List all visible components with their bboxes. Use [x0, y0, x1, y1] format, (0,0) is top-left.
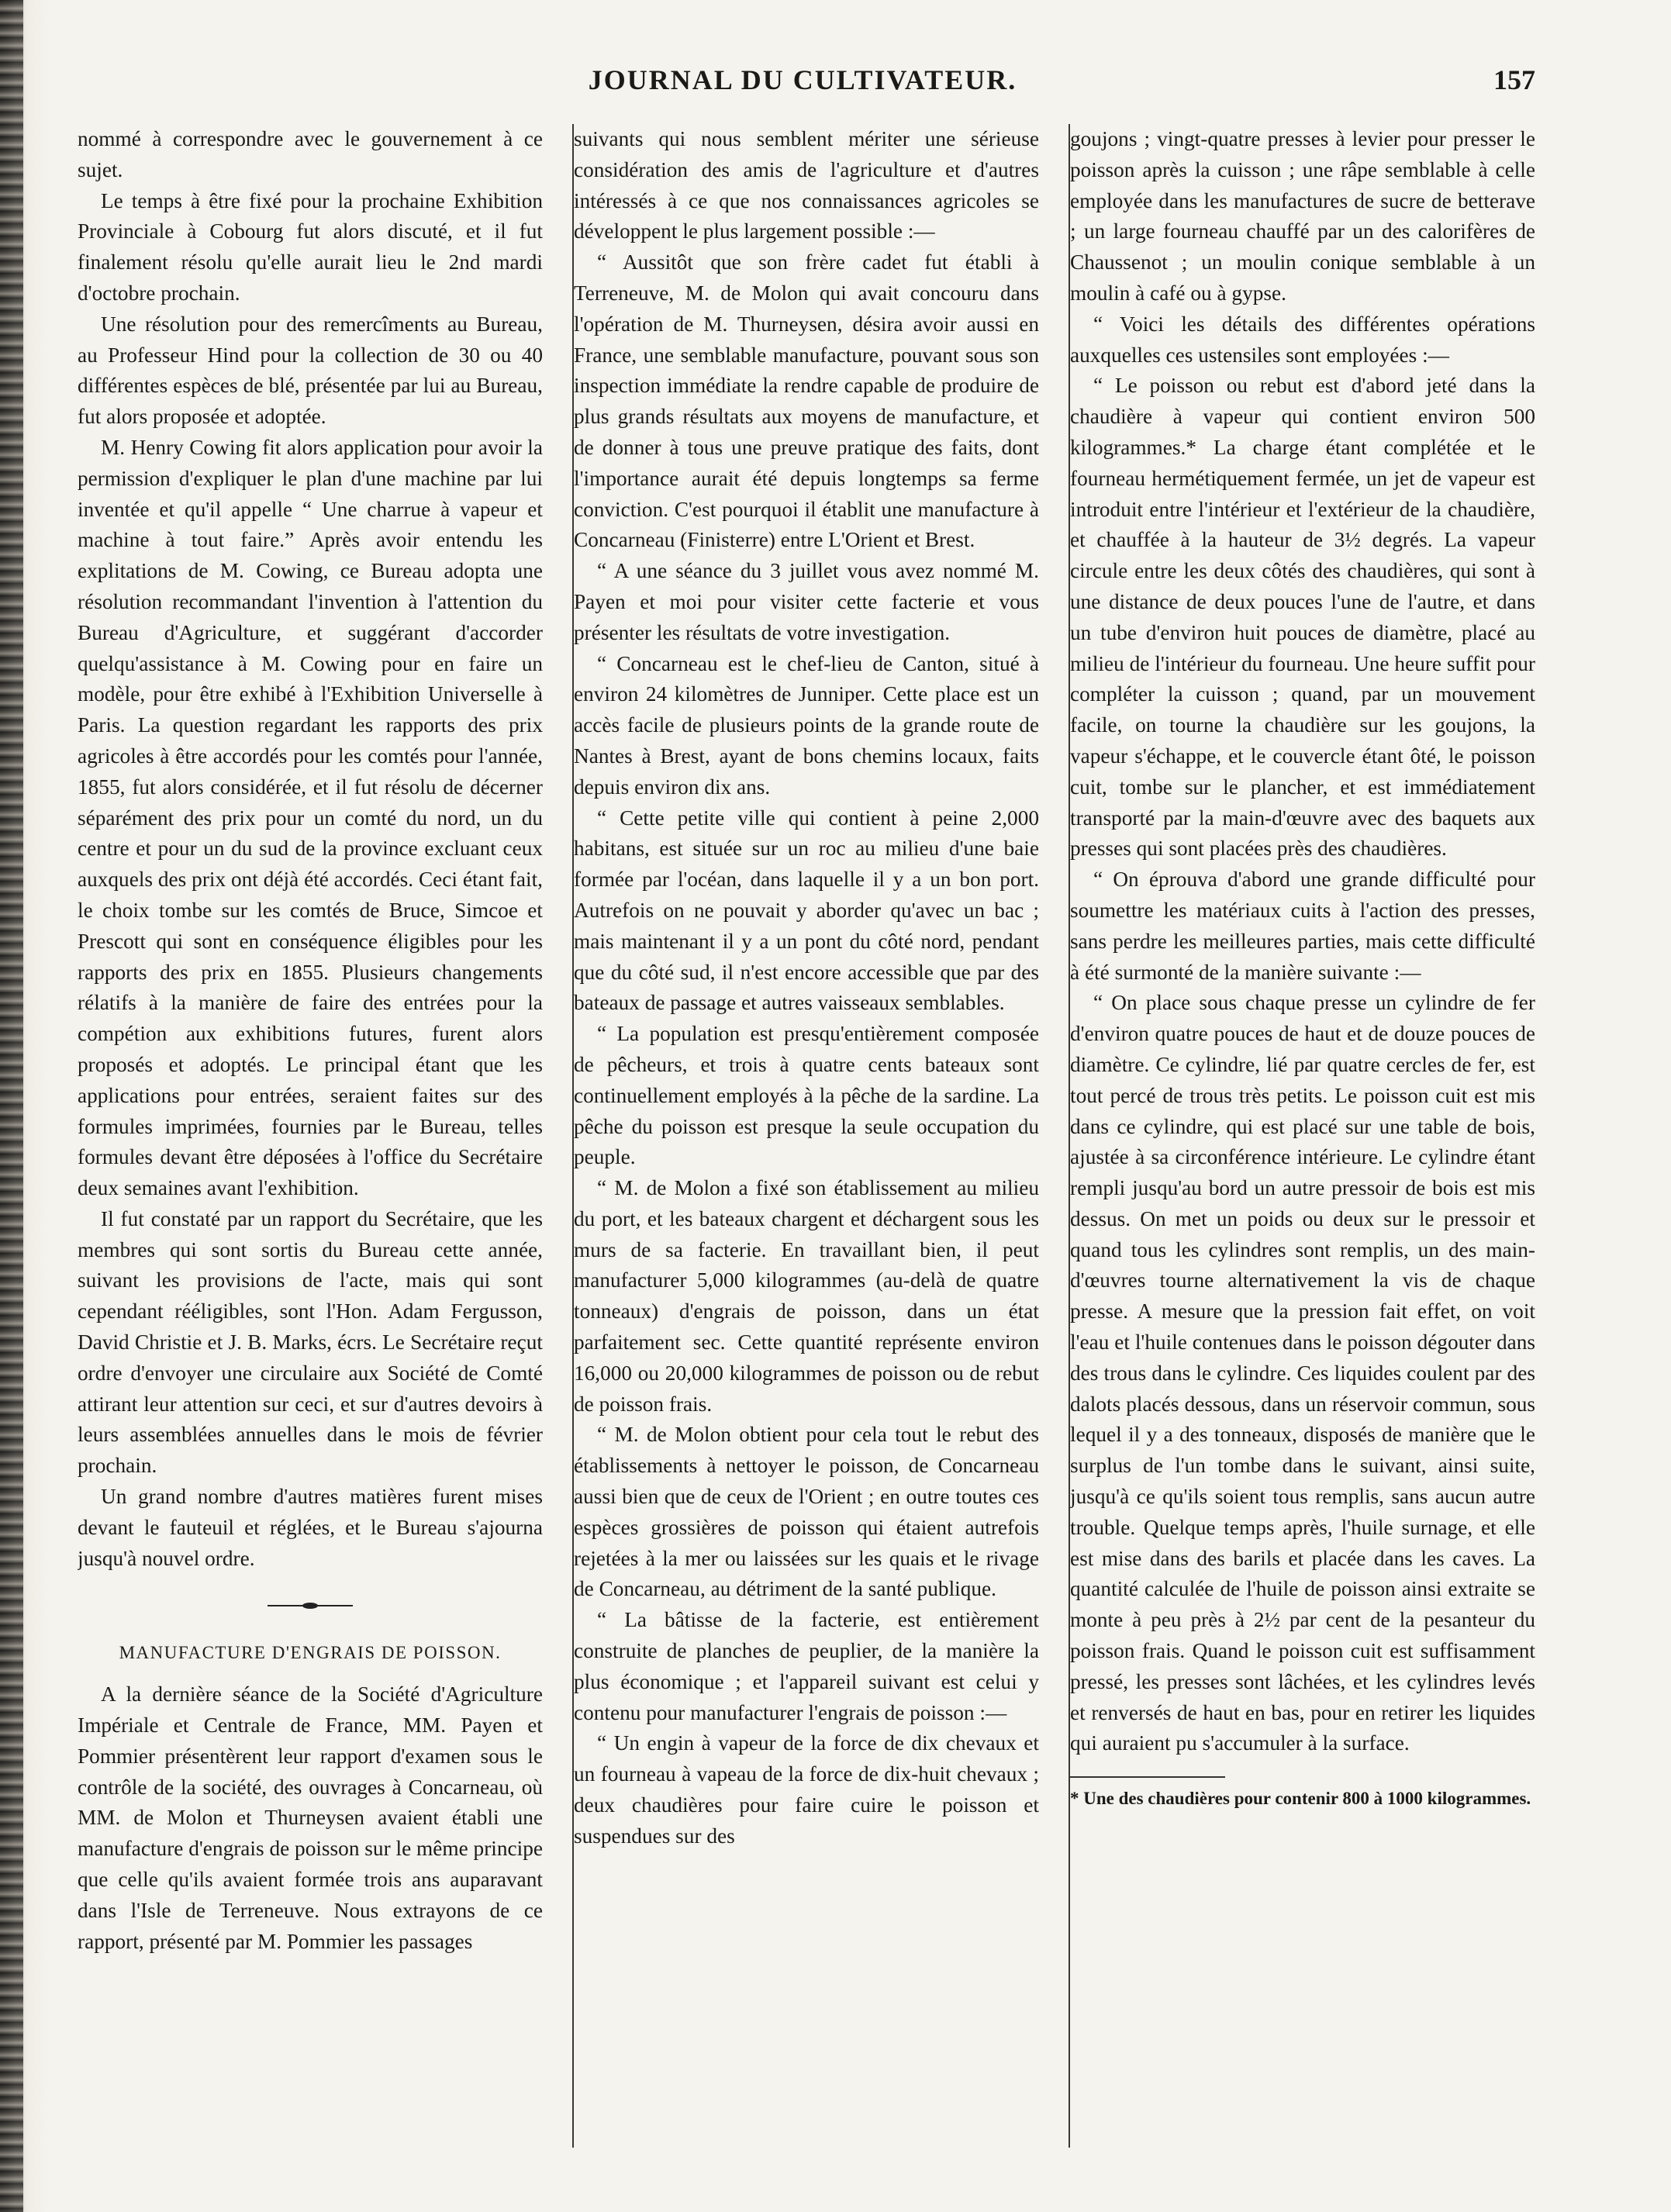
paragraph: “ On éprouva d'abord une grande difficulté pour soumettre les matériaux cuits à l'action des presses, sans perdre les meilleures parties, mais cette difficulté à été surmonté de la manière suivante :— — [1070, 868, 1535, 984]
section-heading: MANUFACTURE D'ENGRAIS DE POISSON. — [119, 1643, 502, 1663]
running-head — [70, 64, 1535, 98]
paragraph: Une résolution pour des remercîments au Bureau, au Professeur Hind pour la collection de 30 ou 40 différentes espèces de blé, présentée par lui au Bureau, fut alors proposée et adoptée. — [78, 312, 543, 429]
paragraph: “ La bâtisse de la facterie, est entièrement construite de planches de peuplier, de la manière la plus économique ; et l'appareil suivant est celui y contenu pour manufacturer l'engrais de poisson :— — [574, 1608, 1039, 1724]
paragraph: “ M. de Molon obtient pour cela tout le rebut des établissements à nettoyer le poisson, de Concarneau aussi bien que de ceux de l'Orient ; en outre toutes ces espèces grossières de poisson qui étaient autrefois rejetées à la mer ou laissées sur les quais et le rivage de Concarneau, au détriment de la santé publique. — [574, 1423, 1039, 1601]
section-ornament — [268, 1605, 353, 1606]
footnote: * Une des chaudières pour contenir 800 à 1000 kilogrammes. — [1070, 1789, 1531, 1809]
paragraph: “ Voici les détails des différentes opérations auxquelles ces ustensiles sont employées :— — [1070, 312, 1535, 367]
journal-title: JOURNAL DU CULTIVATEUR. — [588, 64, 1017, 95]
paragraph: A la dernière séance de la Société d'Agriculture Impériale et Centrale de France, MM. Payen et Pommier présentèrent leur rapport d'examen sous le contrôle de la société, des ouvrages à Concarneau, où MM. de Molon et Thurneysen avaient établi une manufacture d'engrais de poisson sur le même principe que celle qu'ils avaient formée trois ans auparavant dans l'Isle de Terreneuve. Nous extrayons de ce rapport, présenté par M. Pommier les passages — [78, 1682, 543, 1953]
book-binding-edge — [0, 0, 23, 2212]
paragraph: Un grand nombre d'autres matières furent mises devant le fauteuil et réglées, et le Bureau s'ajourna jusqu'à nouvel ordre. — [78, 1485, 543, 1570]
page-number: 157 — [1493, 64, 1535, 95]
paragraph: “ Un engin à vapeur de la force de dix chevaux et un fourneau à vapeau de la force de dix-huit chevaux ; deux chaudières pour faire cuire le poisson et suspendues sur des — [574, 1731, 1039, 1848]
paragraph: “ Aussitôt que son frère cadet fut établi à Terreneuve, M. de Molon qui avait concouru dans l'opération de M. Thurneysen, désira avoir aussi en France, une semblable manufacture, pouvant sous son inspection immédiate la rendre capable de produire de plus grands résultats aux moyens de manufacture, et de donner à tous une preuve pratique des faits, dont l'importance aurait été depuis longtemps sa ferme conviction. C'est pourquoi il établit une manufacture à Concarneau (Finisterre) entre L'Orient et Brest. — [574, 250, 1039, 552]
paragraph: “ Cette petite ville qui contient à peine 2,000 habitans, est située sur un roc au milieu d'une baie formée par l'océan, dans laquelle il y a un bon port. Autrefois on ne pouvait y aborder qu'avec un bac ; mais maintenant il y a un pont du côté nord, pendant que du côté sud, il n'est encore accessible que par des bateaux de passage et autres vaisseaux semblables. — [574, 806, 1039, 1015]
paragraph: “ A une séance du 3 juillet vous avez nommé M. Payen et moi pour visiter cette facterie et vous présenter les résultats de votre investigation. — [574, 559, 1039, 644]
paragraph: “ La population est presqu'entièrement composée de pêcheurs, et trois à quatre cents bateaux sont continuellement employés à la pêche de la sardine. La pêche du poisson est presque la seule occupation du peuple. — [574, 1022, 1039, 1169]
paragraph: Le temps à être fixé pour la prochaine Exhibition Provinciale à Cobourg fut alors discuté, et il fut finalement résolu qu'elle aurait lieu le 2nd mardi d'octobre prochain. — [78, 188, 543, 305]
column-2 — [574, 124, 1039, 2109]
paragraph: nommé à correspondre avec le gouvernement à ce sujet. — [78, 127, 543, 181]
paragraph: “ Concarneau est le chef-lieu de Canton, situé à environ 24 kilomètres de Junniper. Cette place est un accès facile de plusieurs points de la grande route de Nantes à Brest, ayant de bons chemins locaux, faits depuis environ dix ans. — [574, 651, 1039, 799]
paragraph: “ Le poisson ou rebut est d'abord jeté dans la chaudière à vapeur qui contient environ 500 kilogrammes.* La charge étant complétée et le fourneau hermétiquement fermée, un jet de vapeur est introduit entre l'intérieur et l'extérieur de la chaudière, et chauffée à la hauteur de 3½ degrés. La vapeur circule entre les deux côtés des chaudières, qui sont à une distance de deux pouces l'une de l'autre, et dans un tube d'environ huit pouces de diamètre, placé au milieu de l'intérieur du fourneau. Une heure suffit pour compléter la cuisson ; quand, par un mouvement facile, on tourne la chaudière sur les goujons, la vapeur s'échappe, et le couvercle étant ôté, le poisson cuit, tombe sur le plancher, et est immédiatement transporté par la main-d'œuvre avec des baquets aux presses qui sont placées près des chaudières. — [1070, 374, 1535, 861]
text-columns — [78, 124, 1535, 2109]
footnote-rule — [1070, 1776, 1225, 1778]
paragraph: Il fut constaté par un rapport du Secrétaire, que les membres qui sont sortis du Bureau cette année, suivant les provisions de l'acte, mais qui sont cependant rééligibles, sont l'Hon. Adam Fergusson, David Christie et J. B. Marks, écrs. Le Secrétaire reçut ordre d'envoyer une circulaire aux Société de Comté attirant leur attention sur ceci, et sur d'autres devoirs à leurs assemblées annuelles dans le mois de février prochain. — [78, 1206, 543, 1478]
paragraph: goujons ; vingt-quatre presses à levier pour presser le poisson après la cuisson ; une râpe semblable à celle employée dans les manufactures de sucre de betterave ; un large fourneau chauffé par un des calorifères de Chaussenot ; un moulin conique semblable à un moulin à café ou à gypse. — [1070, 127, 1535, 305]
paragraph: M. Henry Cowing fit alors application pour avoir la permission d'expliquer le plan d'une machine par lui inventée et qu'il appelle “ Une charrue à vapeur et machine à tout faire.” Après avoir entendu les explitations de M. Cowing, ce Bureau adopta une résolution recommandant l'invention à l'attention du Bureau d'Agriculture, et suggérant d'accorder quelqu'assistance à M. Cowing pour en faire un modèle, pour être exhibé à l'Exhibition Universelle à Paris. La question regardant les rapports des prix agricoles à être accordés pour les comtés pour l'année, 1855, fut alors considérée, et il fut résolu de décerner séparément des prix pour un comté du nord, un du centre et pour un du sud de la province excluant ceux auxquels des prix ont déjà été accordés. Ceci étant fait, le choix tombe sur les comtés de Bruce, Simcoe et Prescott qui sont en conséquence éligibles pour les rapports des prix en 1855. Plusieurs changements rélatifs à la manière de faire des entrées pour la compétion aux exhibitions futures, furent alors proposés et adoptés. Le principal étant que les applications pour entrées, seraient faites sur des formules imprimées, fournies par le Bureau, telles formules devant être déposées à l'office du Secrétaire deux semaines avant l'exhibition. — [78, 435, 543, 1200]
paragraph: “ On place sous chaque presse un cylindre de fer d'environ quatre pouces de haut et de douze pouces de diamètre. Ce cylindre, lié par quatre cercles de fer, est tout percé de trous très petits. Le poisson cuit est mis dans ce cylindre, qui est placé sur une table de bois, ajustée à sa circonférence intérieure. Le cylindre étant rempli jusqu'au bord un autre pressoir de bois est mis dessus. On met un poids ou deux sur le pressoir et quand tous les cylindres sont remplis, un des main-d'œuvres tourne alternativement la vis de chaque presse. A mesure que la pression fait effet, on voit l'eau et l'huile contenues dans le poisson dégouter dans des trous dans le cylindre. Ces liquides coulent par des dalots placés dessous, dans un réservoir commun, sous lequel il y a des tonneaux, disposés de manière que le surplus de l'un tombe dans le suivant, ainsi suite, jusqu'à ce qu'ils soient tous remplis, sans aucun autre trouble. Quelque temps après, l'huile surnage, et elle est mise dans des barils et placée dans les caves. La quantité calculée de l'huile de poisson ainsi extraite se monte à peu près à 2½ par cent de la pesanteur du poisson frais. Quand le poisson cuit est suffisamment pressé, les presses sont lâchées, et les cylindres levés et renversés de haut en bas, pour en retirer les liquides qui auraient pu s'accumuler à la surface. — [1070, 991, 1535, 1755]
paragraph: “ M. de Molon a fixé son établissement au milieu du port, et les bateaux chargent et déchargent sous les murs de sa facterie. En travaillant bien, il peut manufacturer 5,000 kilogrammes (au-delà de quatre tonneaux) d'engrais de poisson, dans un état parfaitement sec. Cette quantité représente environ 16,000 ou 20,000 kilogrammes de poisson ou de rebut de poisson frais. — [574, 1176, 1039, 1416]
paragraph: suivants qui nous semblent mériter une sérieuse considération des amis de l'agriculture et d'autres intéressés à ce que nos connaissances agricoles se développent le plus largement possible :— — [574, 127, 1039, 243]
column-3 — [1070, 124, 1535, 2109]
column-1 — [78, 124, 543, 2109]
